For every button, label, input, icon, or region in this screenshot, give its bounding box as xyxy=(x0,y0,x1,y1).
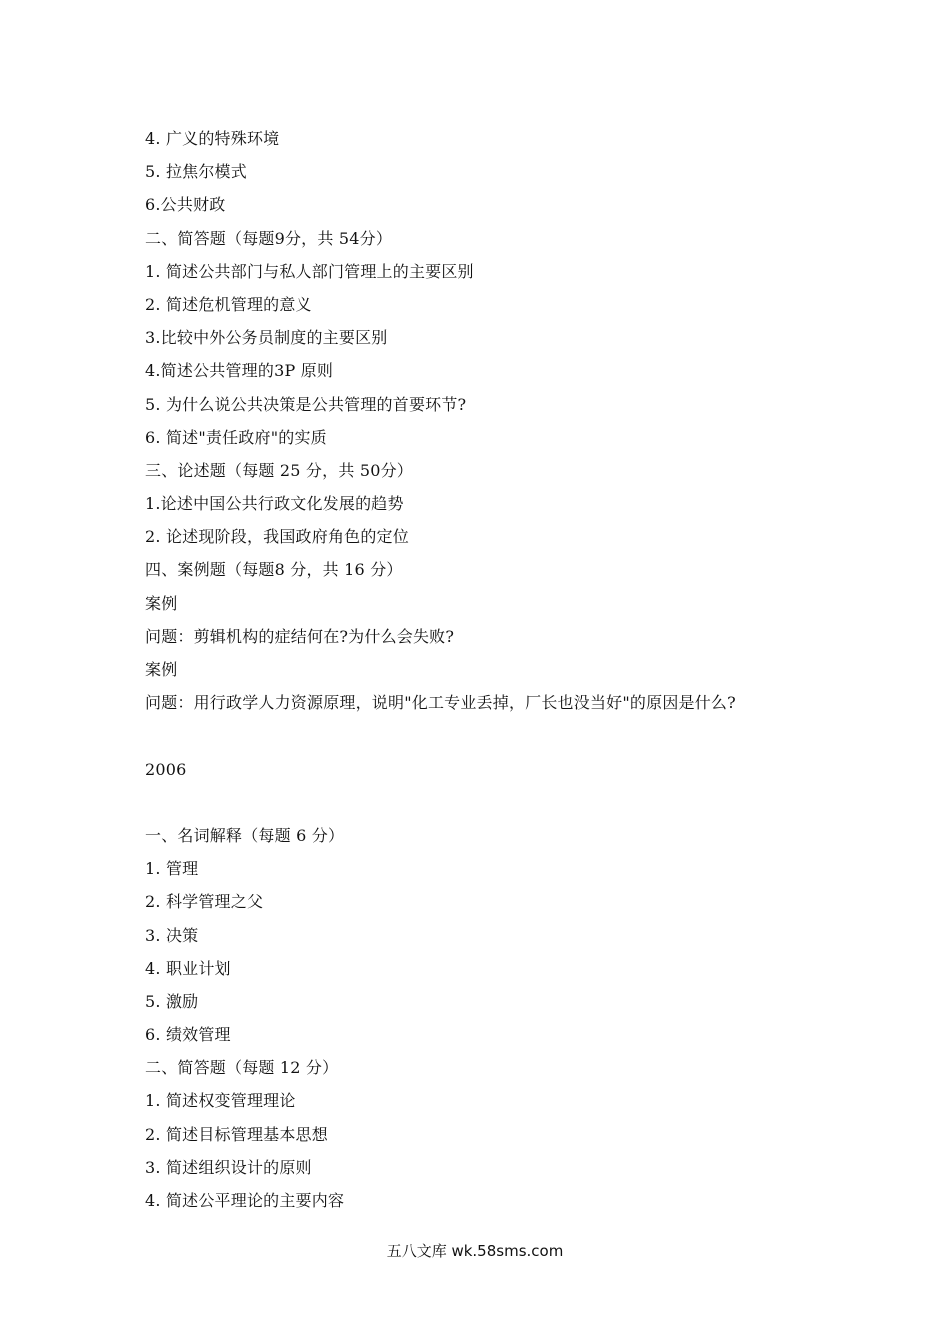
text-line: 6. 简述"责任政府"的实质 xyxy=(145,427,327,447)
text-line: 1.论述中国公共行政文化发展的趋势 xyxy=(145,494,404,514)
text-line: 1. 管理 xyxy=(145,859,199,879)
text-line: 问题：用行政学人力资源原理，说明"化工专业丢掉，厂长也没当好"的原因是什么? xyxy=(145,693,736,713)
text-line: 案例 xyxy=(145,593,178,613)
text-line: 3.比较中外公务员制度的主要区别 xyxy=(145,328,388,348)
section-heading: 一、名词解释（每题 6 分） xyxy=(145,825,345,845)
document-body xyxy=(145,122,845,1217)
page-footer: 五八文库 wk.58sms.com xyxy=(386,1242,564,1260)
text-line: 1. 简述公共部门与私人部门管理上的主要区别 xyxy=(145,261,474,281)
section-heading: 二、简答题（每题9分，共 54分） xyxy=(145,228,393,248)
text-line: 1. 简述权变管理理论 xyxy=(145,1091,296,1111)
text-line: 2. 简述目标管理基本思想 xyxy=(145,1124,328,1144)
text-line: 2. 简述危机管理的意义 xyxy=(145,294,312,314)
text-line: 4. 简述公平理论的主要内容 xyxy=(145,1191,345,1210)
text-line: 4.简述公共管理的3P 原则 xyxy=(145,361,334,381)
text-line: 2. 科学管理之父 xyxy=(145,892,264,912)
text-line: 3. 决策 xyxy=(145,925,199,945)
text-line: 案例 xyxy=(145,660,178,679)
text-line: 4. 职业计划 xyxy=(145,958,231,978)
year-heading: 2006 xyxy=(145,759,187,779)
section-heading: 二、简答题（每题 12 分） xyxy=(145,1058,339,1078)
section-heading: 三、论述题（每题 25 分，共 50分） xyxy=(145,460,413,480)
text-line: 3. 简述组织设计的原则 xyxy=(145,1157,312,1177)
text-line: 问题：剪辑机构的症结何在?为什么会失败? xyxy=(145,626,455,646)
text-line: 6.公共财政 xyxy=(145,195,226,215)
blank-line xyxy=(145,786,845,819)
text-line: 5. 为什么说公共决策是公共管理的首要环节? xyxy=(145,394,467,414)
text-line: 6. 绩效管理 xyxy=(145,1025,231,1045)
blank-line xyxy=(145,719,845,752)
text-line: 5. 激励 xyxy=(145,991,199,1011)
text-line: 4. 广义的特殊环境 xyxy=(145,129,280,148)
text-line: 2. 论述现阶段，我国政府角色的定位 xyxy=(145,527,409,547)
section-heading: 四、案例题（每题8 分，共 16 分） xyxy=(145,560,403,580)
text-line: 5. 拉焦尔模式 xyxy=(145,162,247,182)
